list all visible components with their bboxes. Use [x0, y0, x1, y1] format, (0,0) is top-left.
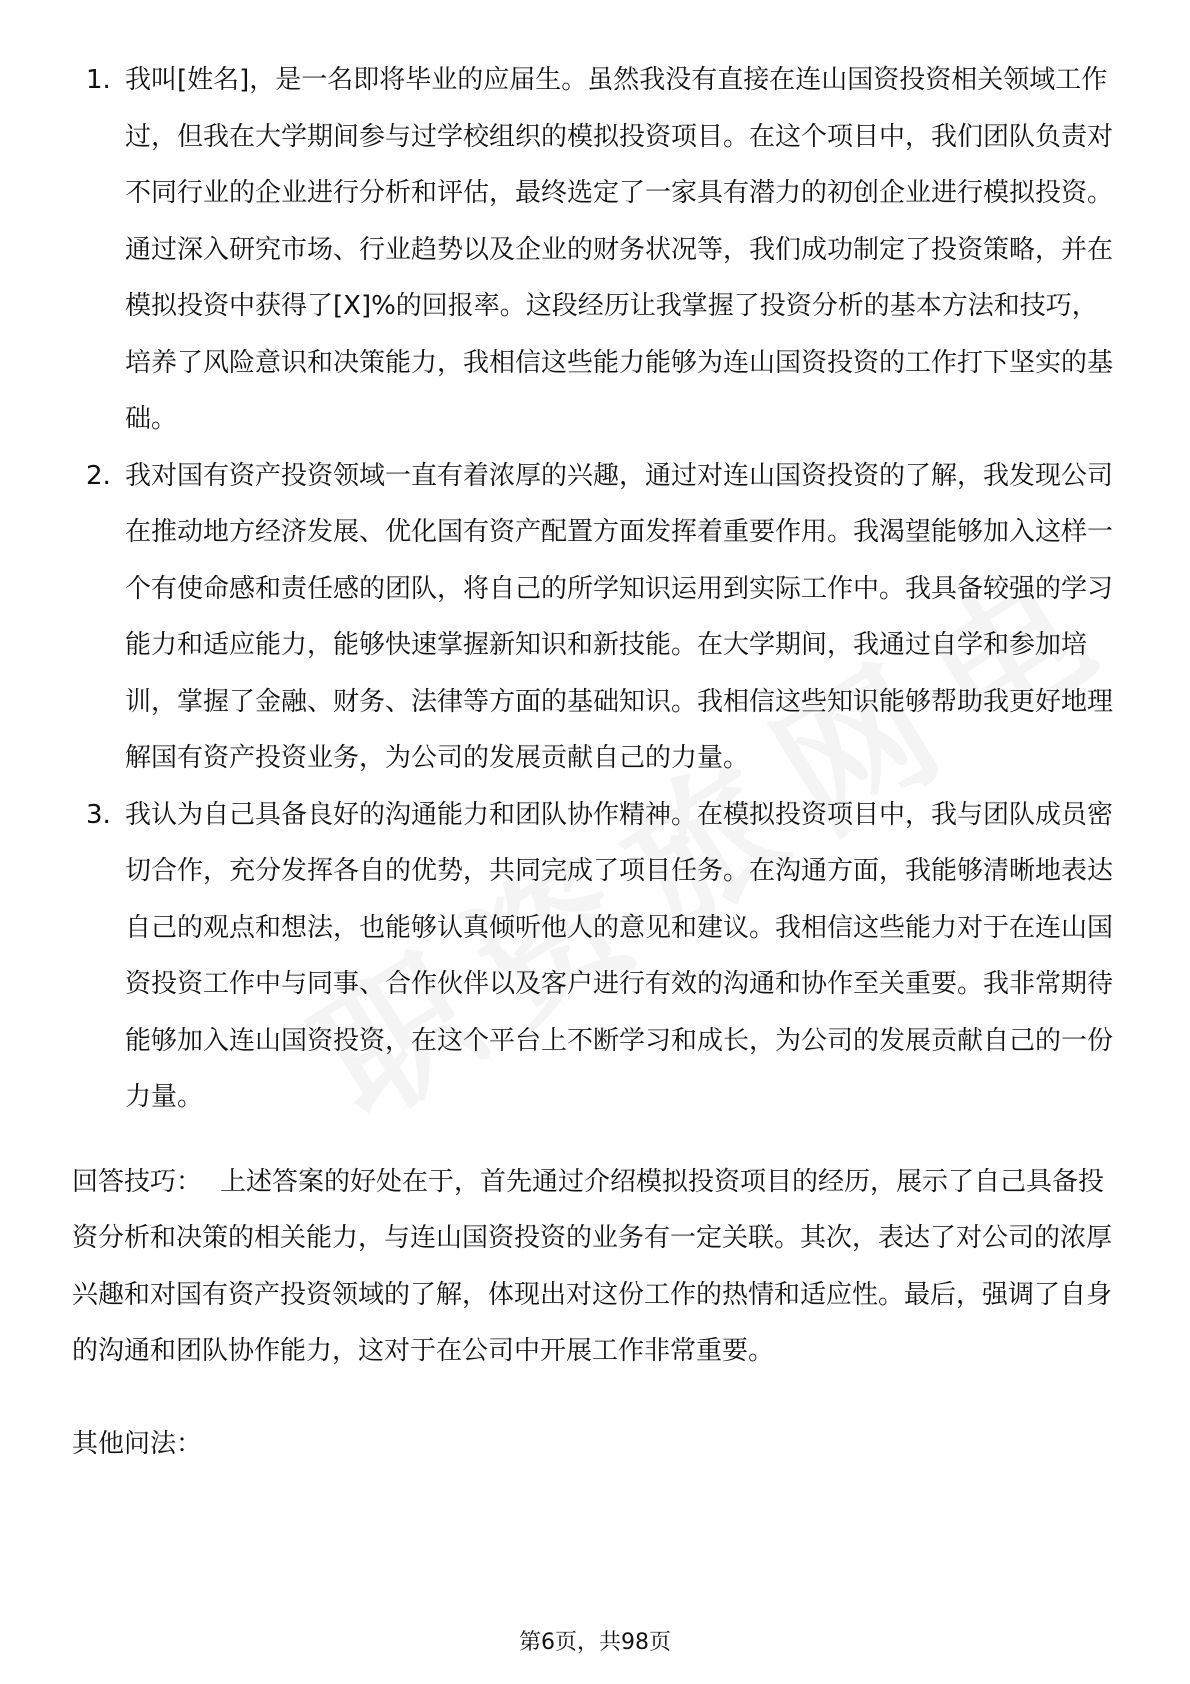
list-item-text: 我叫[姓名]，是一名即将毕业的应届生。虽然我没有直接在连山国资投资相关领域工作过，但我在大学期间参与过学校组织的模拟投资项目。在这个项目中，我们团队负责对不同行业的企业进行分析和评估，最终选定了一家具有潜力的初创企业进行模拟投资。通过深入研究市场、行业趋势以及企业的财务状况等，我们成功制定了投资策略，并在模拟投资中获得了[X]%的回报率。这段经历让我掌握了投资分析的基本方法和技巧，培养了风险意识和决策能力，我相信这些能力能够为连山国资投资的工作打下坚实的基础。 — [125, 65, 1114, 434]
list-item — [72, 787, 1122, 1126]
other-questions-heading: 其他问法： — [72, 1428, 203, 1459]
list-item — [72, 448, 1122, 787]
answer-tips-paragraph — [72, 1154, 1122, 1380]
list-item-number: 1. — [86, 65, 111, 95]
answer-tips-label: 回答技巧： — [72, 1166, 203, 1197]
list-item-text: 我认为自己具备良好的沟通能力和团队协作精神。在模拟投资项目中，我与团队成员密切合作，充分发挥各自的优势，共同完成了项目任务。在沟通方面，我能够清晰地表达自己的观点和想法，也能够认真倾听他人的意见和建议。我相信这些能力对于在连山国资投资工作中与同事、合作伙伴以及客户进行有效的沟通和协作至关重要。我非常期待能够加入连山国资投资，在这个平台上不断学习和成长，为公司的发展贡献自己的一份力量。 — [125, 799, 1114, 1112]
list-item — [72, 52, 1122, 448]
list-item-number: 2. — [86, 460, 111, 491]
page-number: 第6页，共98页 — [519, 1630, 671, 1655]
list-item-number: 3. — [86, 799, 111, 830]
answer-list — [72, 52, 1122, 1126]
list-item-text: 我对国有资产投资领域一直有着浓厚的兴趣，通过对连山国资投资的了解，我发现公司在推动地方经济发展、优化国有资产配置方面发挥着重要作用。我渴望能够加入这样一个有使命感和责任感的团队，将自己的所学知识运用到实际工作中。我具备较强的学习能力和适应能力，能够快速掌握新知识和新技能。在大学期间，我通过自学和参加培训，掌握了金融、财务、法律等方面的基础知识。我相信这些知识能够帮助我更好地理解国有资产投资业务，为公司的发展贡献自己的力量。 — [125, 460, 1114, 773]
answer-tips-text: 上述答案的好处在于，首先通过介绍模拟投资项目的经历，展示了自己具备投资分析和决策的相关能力，与连山国资投资的业务有一定关联。其次，表达了对公司的浓厚兴趣和对国有资产投资领域的了解，体现出对这份工作的热情和适应性。最后，强调了自身的沟通和团队协作能力，这对于在公司中开展工作非常重要。 — [72, 1166, 1113, 1366]
document-body — [72, 52, 1122, 1472]
